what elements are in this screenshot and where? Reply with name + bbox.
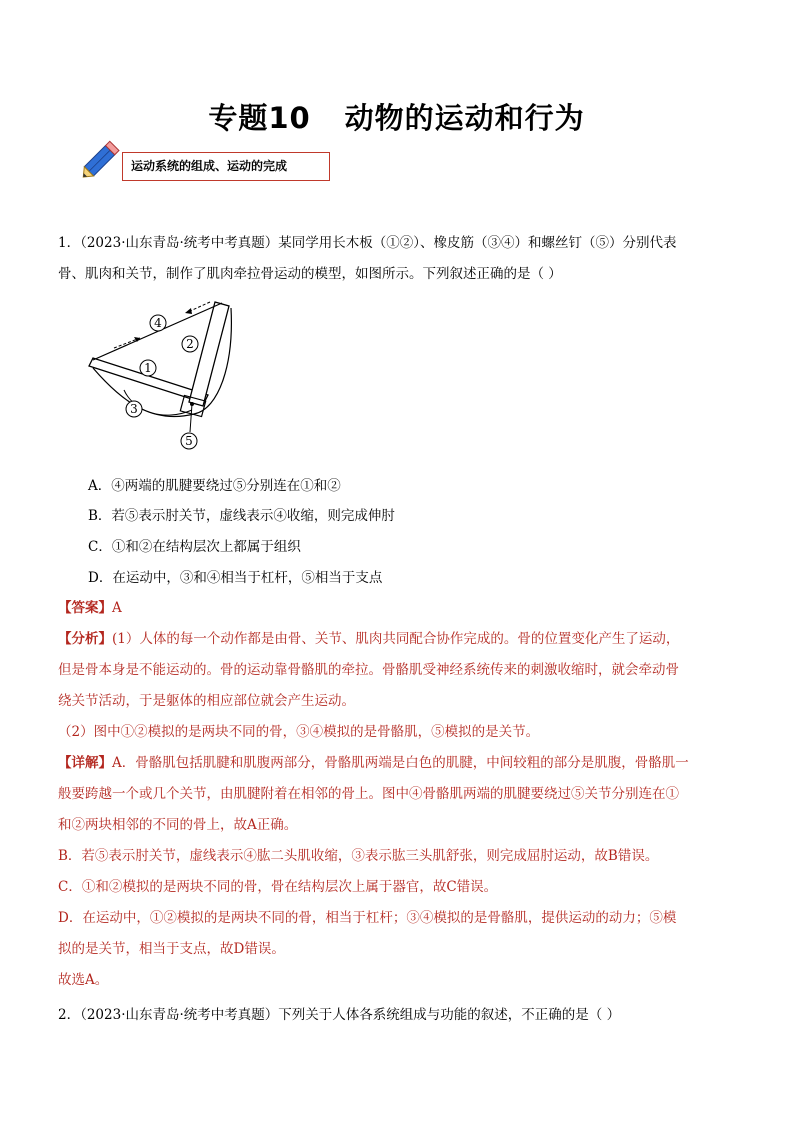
answer-value: A xyxy=(112,600,122,616)
analysis-section xyxy=(58,624,738,748)
page-title xyxy=(0,96,793,137)
label-2 xyxy=(182,336,198,352)
analysis-tag: 【分析】 xyxy=(58,631,112,647)
pencil-icon xyxy=(76,133,128,185)
detail-d-line-1: D．在运动中，①②模拟的是两块不同的骨，相当于杠杆；③④模拟的是骨骼肌，提供运动的动力；⑤模 xyxy=(58,910,677,926)
detail-d-line-2: 拟的是关节，相当于支点，故D错误。 xyxy=(58,941,285,957)
detail-tag: 【详解】 xyxy=(58,755,112,771)
svg-text:2: 2 xyxy=(186,337,194,351)
question-2-line-1: 2．（2023·山东青岛·统考中考真题）下列关于人体各系统组成与功能的叙述，不正确的是（ ） xyxy=(58,1007,621,1023)
detail-section xyxy=(58,748,738,996)
analysis-line-3: 绕关节活动，于是躯体的相应部位就会产生运动。 xyxy=(58,693,355,709)
question-1-line-1: 1．（2023·山东青岛·统考中考真题）某同学用长木板（①②）、橡皮筋（③④）和螺丝钉（⑤）分别代表 xyxy=(58,235,677,251)
muscle-bone-model-diagram xyxy=(84,294,244,454)
svg-text:1: 1 xyxy=(144,361,152,375)
svg-text:4: 4 xyxy=(154,316,162,330)
question-1-line-2: 骨、肌肉和关节，制作了肌肉牵拉骨运动的模型，如图所示。下列叙述正确的是（ ） xyxy=(58,266,562,282)
detail-a-line-2: 般要跨越一个或几个关节，由肌腱附着在相邻的骨上。图中④骨骼肌两端的肌腱要绕过⑤关节分别连在① xyxy=(58,786,679,802)
label-5 xyxy=(181,433,197,449)
svg-text:5: 5 xyxy=(185,434,193,448)
detail-c: C．①和②模拟的是两块不同的骨，骨在结构层次上属于器官，故C错误。 xyxy=(58,879,498,895)
question-2-stem xyxy=(58,1000,734,1031)
analysis-line-4: （2）图中①②模拟的是两块不同的骨，③④模拟的是骨骼肌，⑤模拟的是关节。 xyxy=(58,724,540,740)
option-a: A．④两端的肌腱要绕过⑤分别连在①和② xyxy=(88,478,341,494)
analysis-line-1: (1）人体的每一个动作都是由骨、关节、肌肉共同配合协作完成的。骨的位置变化产生了运动， xyxy=(112,631,680,647)
detail-conclusion: 故选A。 xyxy=(58,972,109,988)
question-1-stem xyxy=(58,228,734,290)
section-heading: 运动系统的组成、运动的完成 xyxy=(122,152,330,181)
title-topic: 动物的运动和行为 xyxy=(344,101,585,135)
label-4 xyxy=(150,315,166,331)
analysis-line-2: 但是骨本身是不能运动的。骨的运动靠骨骼肌的牵拉。骨骼肌受神经系统传来的刺激收缩时，就会牵动骨 xyxy=(58,662,679,678)
detail-a-line-1: A．骨骼肌包括肌腱和肌腹两部分，骨骼肌两端是白色的肌腱，中间较粗的部分是肌腹，骨骼肌一 xyxy=(112,755,689,771)
svg-text:3: 3 xyxy=(130,402,138,416)
answer-section xyxy=(58,593,738,624)
answer-tag: 【答案】 xyxy=(58,600,112,616)
label-1 xyxy=(140,360,156,376)
detail-a-line-3: 和②两块相邻的不同的骨上，故A正确。 xyxy=(58,817,298,833)
option-b: B．若⑤表示肘关节，虚线表示④收缩，则完成伸肘 xyxy=(88,508,395,524)
title-number: 专题10 xyxy=(208,101,311,135)
option-d: D．在运动中，③和④相当于杠杆，⑤相当于支点 xyxy=(88,570,383,586)
detail-b: B．若⑤表示肘关节，虚线表示④肱二头肌收缩，③表示肱三头肌舒张，则完成屈肘运动，故B错误。 xyxy=(58,848,659,864)
label-3 xyxy=(126,401,142,417)
option-c: C．①和②在结构层次上都属于组织 xyxy=(88,539,301,555)
